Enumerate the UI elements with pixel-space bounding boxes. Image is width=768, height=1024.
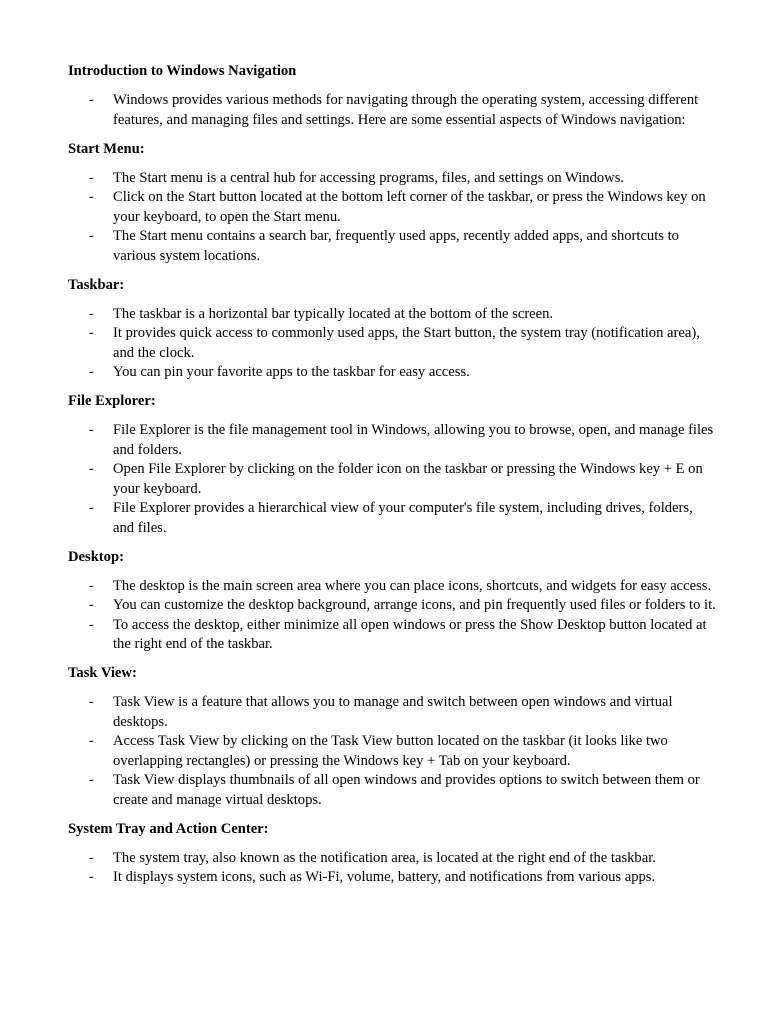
bullet-dash: - (89, 772, 94, 788)
document-section (68, 664, 716, 810)
bullet-dash: - (89, 616, 94, 633)
list-item-text: Task View is a feature that allows you to manage and switch between open windows and virtual desktops. (113, 694, 673, 730)
bullet-dash: - (89, 169, 94, 186)
document-section (68, 140, 716, 267)
section-heading: Introduction to Windows Navigation (68, 63, 297, 79)
list-item-text: Windows provides various methods for navigating through the operating system, accessing different features, and managing files and settings. Here are some essential aspects of Windows navigation: (113, 92, 699, 128)
bullet-dash: - (89, 694, 94, 710)
list-item (68, 91, 716, 130)
list-item (68, 849, 716, 869)
list-item (68, 693, 716, 732)
bullet-dash: - (89, 422, 94, 438)
list-item (68, 577, 716, 597)
section-heading: File Explorer: (68, 393, 156, 409)
list-item-text: It provides quick access to commonly used apps, the Start button, the system tray (notification area), and the clock. (113, 325, 700, 361)
document-section (68, 62, 716, 130)
list-item (68, 363, 716, 383)
list-item (68, 771, 716, 810)
list-item-text: The desktop is the main screen area where you can place icons, shortcuts, and widgets for easy access. (113, 577, 712, 594)
bullet-dash: - (89, 189, 94, 205)
list-item (68, 460, 716, 499)
list-item (68, 421, 716, 460)
list-item (68, 188, 716, 227)
bullet-dash: - (89, 461, 94, 477)
list-item (68, 616, 716, 655)
list-item-text: Click on the Start button located at the bottom left corner of the taskbar, or press the Windows key on your keyboard, to open the Start menu. (113, 189, 706, 225)
list-item-text: Task View displays thumbnails of all open windows and provides options to switch between them or create and manage virtual desktops. (113, 772, 700, 808)
bullet-list (68, 849, 716, 888)
section-heading: Start Menu: (68, 140, 145, 157)
bullet-dash: - (89, 733, 94, 749)
list-item (68, 305, 716, 325)
section-heading: Task View: (68, 665, 137, 681)
bullet-dash: - (89, 364, 94, 380)
bullet-dash: - (89, 305, 94, 322)
list-item-text: It displays system icons, such as Wi-Fi, volume, battery, and notifications from various apps. (113, 869, 656, 885)
list-item (68, 169, 716, 189)
list-item-text: The taskbar is a horizontal bar typically located at the bottom of the screen. (113, 305, 554, 322)
bullet-dash: - (89, 849, 94, 866)
document-section (68, 548, 716, 655)
list-item-text: Open File Explorer by clicking on the folder icon on the taskbar or pressing the Windows key + E on your keyboard. (113, 461, 703, 497)
list-item (68, 868, 716, 888)
document-page (68, 62, 716, 897)
bullet-list (68, 91, 716, 130)
list-item-text: The Start menu contains a search bar, frequently used apps, recently added apps, and shortcuts to various system locations. (113, 228, 679, 264)
bullet-list (68, 693, 716, 810)
list-item-text: You can customize the desktop background, arrange icons, and pin frequently used files or folders to it. (113, 597, 716, 613)
bullet-dash: - (89, 869, 94, 885)
list-item-text: You can pin your favorite apps to the taskbar for easy access. (113, 364, 470, 380)
list-item-text: To access the desktop, either minimize all open windows or press the Show Desktop button located at the right end of the taskbar. (113, 616, 707, 652)
bullet-dash: - (89, 577, 94, 594)
list-item (68, 227, 716, 266)
bullet-dash: - (89, 325, 94, 341)
list-item (68, 324, 716, 363)
bullet-dash: - (89, 92, 94, 108)
bullet-dash: - (89, 597, 94, 613)
list-item-text: File Explorer is the file management tool in Windows, allowing you to browse, open, and manage files and folders. (113, 422, 714, 458)
bullet-list (68, 577, 716, 655)
document-section (68, 820, 716, 888)
list-item-text: The system tray, also known as the notification area, is located at the right end of the taskbar. (113, 849, 656, 866)
bullet-dash: - (89, 500, 94, 516)
list-item-text: Access Task View by clicking on the Task View button located on the taskbar (it looks like two overlapping rectangles) or pressing the Windows key + Tab on your keyboard. (113, 733, 668, 769)
bullet-dash: - (89, 228, 94, 244)
list-item-text: File Explorer provides a hierarchical view of your computer's file system, including drives, folders, and files. (113, 500, 693, 536)
document-section (68, 276, 716, 383)
list-item (68, 732, 716, 771)
list-item (68, 596, 716, 616)
list-item-text: The Start menu is a central hub for accessing programs, files, and settings on Windows. (113, 169, 625, 186)
bullet-list (68, 421, 716, 538)
section-heading: Taskbar: (68, 276, 125, 293)
list-item (68, 499, 716, 538)
section-heading: Desktop: (68, 548, 124, 565)
bullet-list (68, 305, 716, 383)
bullet-list (68, 169, 716, 267)
document-section (68, 392, 716, 538)
section-heading: System Tray and Action Center: (68, 820, 269, 837)
